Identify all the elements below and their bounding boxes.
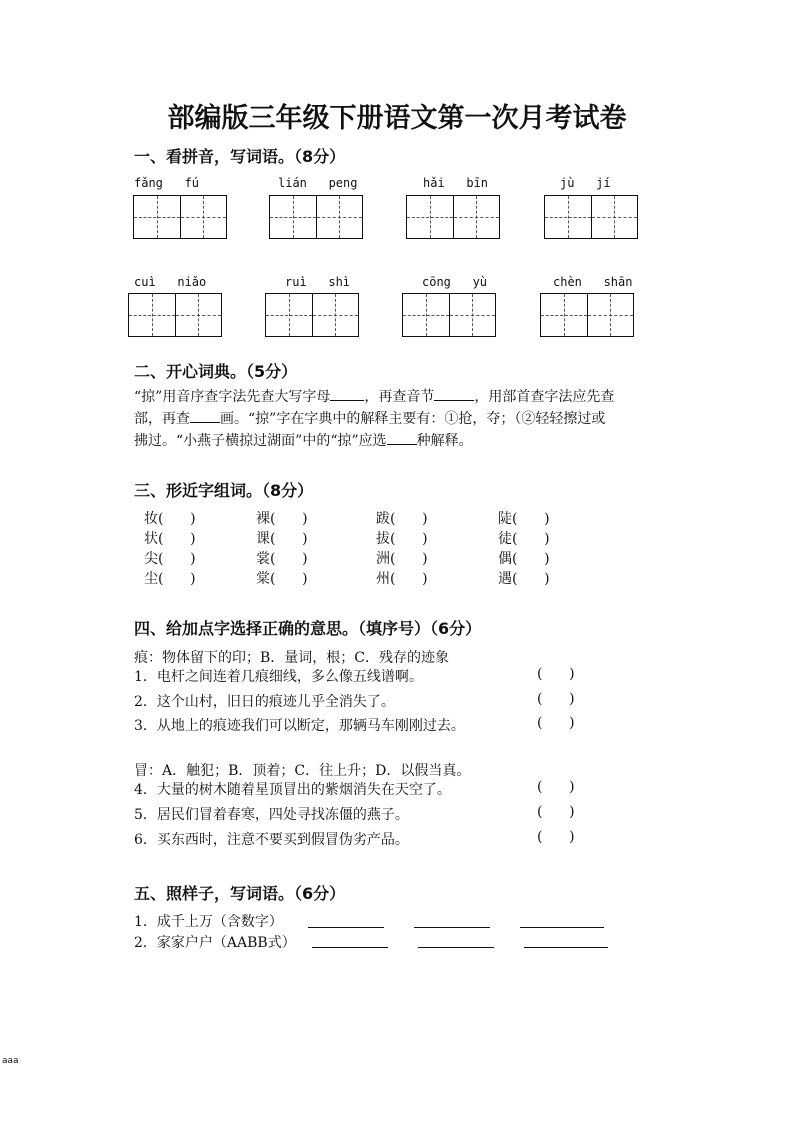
definition-line: 冒：A．触犯；B．顶着；C．往上升；D．以假当真。 (134, 763, 471, 779)
footer-text: aaa (2, 1056, 19, 1066)
answer-parens[interactable]: ( ) (537, 829, 575, 845)
section-5-heading: 五、照样子，写词语。（6分） (134, 884, 346, 903)
section-2-heading: 二、开心词典。（5分） (134, 362, 298, 381)
pinyin-label: chèn shān (553, 275, 633, 289)
pinyin-label: cuì niǎo (134, 275, 207, 289)
pinyin-label: lián peng (278, 176, 358, 190)
answer-line[interactable] (312, 946, 388, 948)
answer-parens[interactable]: ( ) (537, 666, 575, 682)
question-item: 4．大量的树木随着星顶冒出的紫烟消失在天空了。 (134, 782, 451, 798)
example-item: 1．成千上万（含数字） (134, 914, 283, 930)
answer-line[interactable] (524, 946, 608, 948)
word-item: 跋( ) (376, 511, 428, 527)
example-item: 2．家家户户（AABB式） (134, 935, 296, 951)
writing-grid[interactable] (540, 293, 634, 337)
paragraph-line (134, 430, 674, 452)
answer-blank[interactable] (190, 408, 220, 423)
writing-grid[interactable] (269, 195, 363, 239)
word-item: 遇( ) (498, 571, 550, 587)
answer-blank[interactable] (330, 386, 364, 401)
answer-parens[interactable]: ( ) (537, 779, 575, 795)
text: 种解释。 (416, 433, 473, 449)
word-item: 裸( ) (256, 511, 308, 527)
section-4-heading: 四、给加点字选择正确的意思。（填序号）（6分） (134, 619, 482, 638)
paragraph-line (134, 408, 674, 430)
word-item: 州( ) (376, 571, 428, 587)
word-item: 尖( ) (144, 551, 196, 567)
question-item: 3．从地上的痕迹我们可以断定，那辆马车刚刚过去。 (134, 718, 465, 734)
writing-grid[interactable] (402, 293, 496, 337)
text: “掠”用音序查字法先查大写字母 (134, 389, 331, 405)
word-item: 课( ) (256, 531, 308, 547)
answer-line[interactable] (414, 926, 490, 928)
answer-blank[interactable] (387, 430, 417, 445)
writing-grid[interactable] (265, 293, 359, 337)
text: 拂过。“小燕子横掠过湖面”中的“掠”应选 (134, 433, 387, 449)
answer-line[interactable] (418, 946, 494, 948)
word-item: 状( ) (144, 531, 196, 547)
word-item: 裳( ) (256, 551, 308, 567)
definition-line: 痕：物体留下的印；B．量词，根；C．残存的迹象 (134, 650, 449, 666)
pinyin-label: ruì shì (285, 275, 351, 289)
word-item: 棠( ) (256, 571, 308, 587)
question-item: 5．居民们冒着春寒，四处寻找冻僵的燕子。 (134, 807, 409, 823)
question-item: 1．电杆之间连着几痕细线，多么像五线谱啊。 (134, 669, 423, 685)
answer-line[interactable] (520, 926, 604, 928)
word-item: 徒( ) (498, 531, 550, 547)
paragraph-line (134, 386, 674, 408)
writing-grid[interactable] (544, 195, 638, 239)
word-item: 陡( ) (498, 511, 550, 527)
word-item: 妆( ) (144, 511, 196, 527)
word-item: 拔( ) (376, 531, 428, 547)
text: ，用部首查字法应先查 (474, 389, 615, 405)
page-title: 部编版三年级下册语文第一次月考试卷 (167, 103, 627, 134)
writing-grid[interactable] (406, 195, 500, 239)
pinyin-label: jù jí (560, 176, 611, 190)
answer-line[interactable] (308, 926, 384, 928)
section-3-heading: 三、形近字组词。（8分） (134, 481, 314, 500)
answer-parens[interactable]: ( ) (537, 715, 575, 731)
text: 画。“掠”字在字典中的解释主要有：①抢，夺；（②轻轻擦过或 (220, 411, 606, 427)
dictionary-paragraph (134, 386, 674, 452)
pinyin-label: cōng yù (422, 275, 488, 289)
question-item: 6．买东西时，注意不要买到假冒伪劣产品。 (134, 832, 409, 848)
question-item: 2．这个山村，旧日的痕迹儿乎全消失了。 (134, 694, 395, 710)
pinyin-label: fǎng fú (134, 176, 200, 190)
pinyin-label: hǎi bīn (423, 176, 489, 190)
section-1-heading: 一、看拼音，写词语。（8分） (134, 147, 346, 166)
word-item: 尘( ) (144, 571, 196, 587)
answer-parens[interactable]: ( ) (537, 804, 575, 820)
answer-blank[interactable] (434, 386, 474, 401)
word-item: 洲( ) (376, 551, 428, 567)
writing-grid[interactable] (128, 293, 222, 337)
word-item: 偶( ) (498, 551, 550, 567)
text: ，再查音节 (364, 389, 435, 405)
writing-grid[interactable] (133, 195, 227, 239)
text: 部，再查 (134, 411, 190, 427)
answer-parens[interactable]: ( ) (537, 691, 575, 707)
